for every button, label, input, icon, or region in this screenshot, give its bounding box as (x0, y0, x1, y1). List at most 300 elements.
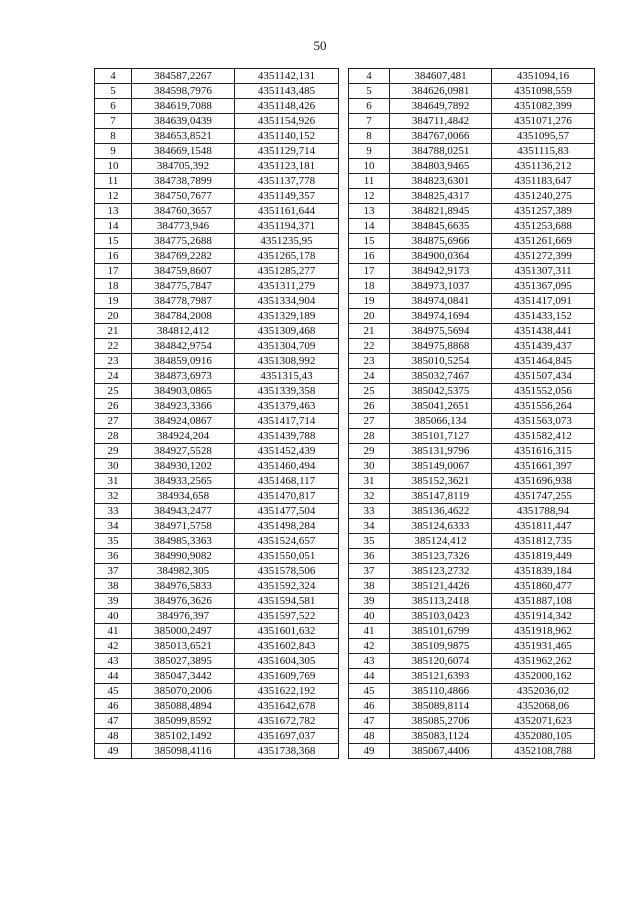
x-coordinate-cell: 384803,9465 (390, 159, 492, 174)
table-row (349, 534, 595, 549)
table-row (95, 714, 339, 729)
x-coordinate-cell: 385113,2418 (390, 594, 492, 609)
table-row (95, 249, 339, 264)
table-row (95, 549, 339, 564)
x-coordinate-cell: 384705,392 (132, 159, 235, 174)
y-coordinate-cell: 4351578,506 (235, 564, 339, 579)
x-coordinate-cell: 385103,0423 (390, 609, 492, 624)
point-number-cell: 6 (95, 99, 132, 114)
y-coordinate-cell: 4351914,342 (492, 609, 595, 624)
point-number-cell: 42 (349, 639, 390, 654)
point-number-cell: 9 (349, 144, 390, 159)
x-coordinate-cell: 385088,4894 (132, 699, 235, 714)
y-coordinate-cell: 4351452,439 (235, 444, 339, 459)
point-number-cell: 21 (95, 324, 132, 339)
table-row (95, 204, 339, 219)
x-coordinate-cell: 384775,7847 (132, 279, 235, 294)
table-row (349, 294, 595, 309)
table-row (95, 639, 339, 654)
y-coordinate-cell: 4351308,992 (235, 354, 339, 369)
y-coordinate-cell: 4351582,412 (492, 429, 595, 444)
point-number-cell: 35 (95, 534, 132, 549)
point-number-cell: 45 (349, 684, 390, 699)
point-number-cell: 7 (95, 114, 132, 129)
table-row (349, 354, 595, 369)
table-row (349, 579, 595, 594)
table-row (95, 654, 339, 669)
coordinates-table-right (348, 68, 595, 759)
y-coordinate-cell: 4351460,494 (235, 459, 339, 474)
y-coordinate-cell: 4351309,468 (235, 324, 339, 339)
point-number-cell: 40 (95, 609, 132, 624)
x-coordinate-cell: 385083,1124 (390, 729, 492, 744)
table-row (349, 609, 595, 624)
x-coordinate-cell: 384788,0251 (390, 144, 492, 159)
point-number-cell: 34 (349, 519, 390, 534)
x-coordinate-cell: 384738,7899 (132, 174, 235, 189)
x-coordinate-cell: 384823,6301 (390, 174, 492, 189)
y-coordinate-cell: 4351642,678 (235, 699, 339, 714)
x-coordinate-cell: 384990,9082 (132, 549, 235, 564)
x-coordinate-cell: 384973,1037 (390, 279, 492, 294)
table-row (95, 384, 339, 399)
x-coordinate-cell: 384653,8521 (132, 129, 235, 144)
x-coordinate-cell: 385000,2497 (132, 624, 235, 639)
table-row (95, 144, 339, 159)
x-coordinate-cell: 385032,7467 (390, 369, 492, 384)
point-number-cell: 19 (95, 294, 132, 309)
x-coordinate-cell: 384845,6635 (390, 219, 492, 234)
point-number-cell: 40 (349, 609, 390, 624)
table-row (349, 384, 595, 399)
y-coordinate-cell: 4351594,581 (235, 594, 339, 609)
x-coordinate-cell: 384900,0364 (390, 249, 492, 264)
point-number-cell: 14 (349, 219, 390, 234)
table-row (95, 339, 339, 354)
y-coordinate-cell: 4351439,437 (492, 339, 595, 354)
x-coordinate-cell: 384767,0066 (390, 129, 492, 144)
point-number-cell: 34 (95, 519, 132, 534)
x-coordinate-cell: 385041,2651 (390, 399, 492, 414)
y-coordinate-cell: 4352068,06 (492, 699, 595, 714)
x-coordinate-cell: 384934,658 (132, 489, 235, 504)
point-number-cell: 13 (95, 204, 132, 219)
x-coordinate-cell: 385124,412 (390, 534, 492, 549)
table-row (95, 354, 339, 369)
point-number-cell: 15 (349, 234, 390, 249)
point-number-cell: 11 (349, 174, 390, 189)
x-coordinate-cell: 384598,7976 (132, 84, 235, 99)
y-coordinate-cell: 4351552,056 (492, 384, 595, 399)
point-number-cell: 24 (95, 369, 132, 384)
x-coordinate-cell: 384924,204 (132, 429, 235, 444)
point-number-cell: 28 (349, 429, 390, 444)
table-row (95, 579, 339, 594)
table-row (95, 279, 339, 294)
point-number-cell: 33 (95, 504, 132, 519)
table-row (95, 624, 339, 639)
point-number-cell: 31 (349, 474, 390, 489)
y-coordinate-cell: 4351148,426 (235, 99, 339, 114)
x-coordinate-cell: 384930,1202 (132, 459, 235, 474)
table-row (349, 189, 595, 204)
point-number-cell: 36 (95, 549, 132, 564)
point-number-cell: 47 (349, 714, 390, 729)
point-number-cell: 21 (349, 324, 390, 339)
point-number-cell: 49 (95, 744, 132, 759)
x-coordinate-cell: 385101,7127 (390, 429, 492, 444)
table-row (349, 459, 595, 474)
table-row (95, 504, 339, 519)
table-row (95, 324, 339, 339)
x-coordinate-cell: 385123,2732 (390, 564, 492, 579)
table-row (349, 174, 595, 189)
table-row (349, 744, 595, 759)
table-row (349, 144, 595, 159)
y-coordinate-cell: 4351468,117 (235, 474, 339, 489)
table-row (349, 444, 595, 459)
y-coordinate-cell: 4352036,02 (492, 684, 595, 699)
x-coordinate-cell: 384812,412 (132, 324, 235, 339)
y-coordinate-cell: 4351788,94 (492, 504, 595, 519)
point-number-cell: 13 (349, 204, 390, 219)
x-coordinate-cell: 385136,4622 (390, 504, 492, 519)
y-coordinate-cell: 4351477,504 (235, 504, 339, 519)
table-row (349, 249, 595, 264)
x-coordinate-cell: 384976,5833 (132, 579, 235, 594)
x-coordinate-cell: 385013,6521 (132, 639, 235, 654)
table-row (349, 549, 595, 564)
table-row (349, 684, 595, 699)
point-number-cell: 4 (95, 69, 132, 84)
point-number-cell: 29 (349, 444, 390, 459)
point-number-cell: 39 (349, 594, 390, 609)
table-row (349, 414, 595, 429)
y-coordinate-cell: 4351071,276 (492, 114, 595, 129)
x-coordinate-cell: 384649,7892 (390, 99, 492, 114)
table-row (95, 744, 339, 759)
y-coordinate-cell: 4351253,688 (492, 219, 595, 234)
y-coordinate-cell: 4351123,181 (235, 159, 339, 174)
y-coordinate-cell: 4351887,108 (492, 594, 595, 609)
x-coordinate-cell: 384778,7987 (132, 294, 235, 309)
coordinates-table-left (94, 68, 339, 759)
x-coordinate-cell: 384842,9754 (132, 339, 235, 354)
y-coordinate-cell: 4351697,037 (235, 729, 339, 744)
y-coordinate-cell: 4352080,105 (492, 729, 595, 744)
x-coordinate-cell: 385147,8119 (390, 489, 492, 504)
y-coordinate-cell: 4351161,644 (235, 204, 339, 219)
point-number-cell: 43 (349, 654, 390, 669)
x-coordinate-cell: 385121,4426 (390, 579, 492, 594)
x-coordinate-cell: 384923,3366 (132, 399, 235, 414)
y-coordinate-cell: 4351602,843 (235, 639, 339, 654)
coordinates-table-left-body (95, 69, 339, 759)
point-number-cell: 37 (95, 564, 132, 579)
table-row (95, 219, 339, 234)
x-coordinate-cell: 384982,305 (132, 564, 235, 579)
point-number-cell: 30 (349, 459, 390, 474)
y-coordinate-cell: 4351811,447 (492, 519, 595, 534)
x-coordinate-cell: 385042,5375 (390, 384, 492, 399)
x-coordinate-cell: 385070,2006 (132, 684, 235, 699)
y-coordinate-cell: 4351142,131 (235, 69, 339, 84)
y-coordinate-cell: 4351738,368 (235, 744, 339, 759)
y-coordinate-cell: 4351839,184 (492, 564, 595, 579)
table-row (95, 564, 339, 579)
y-coordinate-cell: 4351696,938 (492, 474, 595, 489)
y-coordinate-cell: 4351339,358 (235, 384, 339, 399)
x-coordinate-cell: 384773,946 (132, 219, 235, 234)
table-row (349, 489, 595, 504)
x-coordinate-cell: 384821,8945 (390, 204, 492, 219)
x-coordinate-cell: 385085,2706 (390, 714, 492, 729)
point-number-cell: 10 (349, 159, 390, 174)
table-row (349, 369, 595, 384)
table-row (95, 114, 339, 129)
x-coordinate-cell: 384626,0981 (390, 84, 492, 99)
y-coordinate-cell: 4351304,709 (235, 339, 339, 354)
y-coordinate-cell: 4351747,255 (492, 489, 595, 504)
y-coordinate-cell: 4351307,311 (492, 264, 595, 279)
point-number-cell: 27 (349, 414, 390, 429)
point-number-cell: 8 (349, 129, 390, 144)
y-coordinate-cell: 4351672,782 (235, 714, 339, 729)
y-coordinate-cell: 4351498,284 (235, 519, 339, 534)
y-coordinate-cell: 4351194,371 (235, 219, 339, 234)
point-number-cell: 14 (95, 219, 132, 234)
table-row (95, 459, 339, 474)
y-coordinate-cell: 4351265,178 (235, 249, 339, 264)
point-number-cell: 25 (95, 384, 132, 399)
point-number-cell: 38 (95, 579, 132, 594)
point-number-cell: 31 (95, 474, 132, 489)
point-number-cell: 5 (349, 84, 390, 99)
table-row (95, 474, 339, 489)
y-coordinate-cell: 4351285,277 (235, 264, 339, 279)
table-row (349, 339, 595, 354)
point-number-cell: 49 (349, 744, 390, 759)
y-coordinate-cell: 4351098,559 (492, 84, 595, 99)
table-row (349, 729, 595, 744)
x-coordinate-cell: 385123,7326 (390, 549, 492, 564)
point-number-cell: 41 (349, 624, 390, 639)
x-coordinate-cell: 385121,6393 (390, 669, 492, 684)
y-coordinate-cell: 4351311,279 (235, 279, 339, 294)
point-number-cell: 4 (349, 69, 390, 84)
table-row (95, 129, 339, 144)
point-number-cell: 45 (95, 684, 132, 699)
y-coordinate-cell: 4351129,714 (235, 144, 339, 159)
y-coordinate-cell: 4351367,095 (492, 279, 595, 294)
y-coordinate-cell: 4351240,275 (492, 189, 595, 204)
y-coordinate-cell: 4351149,357 (235, 189, 339, 204)
x-coordinate-cell: 385110,4866 (390, 684, 492, 699)
x-coordinate-cell: 384974,0841 (390, 294, 492, 309)
table-row (349, 504, 595, 519)
y-coordinate-cell: 4351592,324 (235, 579, 339, 594)
point-number-cell: 10 (95, 159, 132, 174)
table-row (95, 444, 339, 459)
x-coordinate-cell: 385109,9875 (390, 639, 492, 654)
x-coordinate-cell: 385149,0067 (390, 459, 492, 474)
y-coordinate-cell: 4351601,632 (235, 624, 339, 639)
point-number-cell: 20 (95, 309, 132, 324)
y-coordinate-cell: 4351470,817 (235, 489, 339, 504)
point-number-cell: 23 (95, 354, 132, 369)
x-coordinate-cell: 385120,6074 (390, 654, 492, 669)
table-row (95, 729, 339, 744)
y-coordinate-cell: 4351143,485 (235, 84, 339, 99)
x-coordinate-cell: 385098,4116 (132, 744, 235, 759)
y-coordinate-cell: 4351257,389 (492, 204, 595, 219)
point-number-cell: 9 (95, 144, 132, 159)
y-coordinate-cell: 4351507,434 (492, 369, 595, 384)
table-row (95, 594, 339, 609)
y-coordinate-cell: 4352108,788 (492, 744, 595, 759)
x-coordinate-cell: 384759,8607 (132, 264, 235, 279)
table-row (349, 699, 595, 714)
y-coordinate-cell: 4351661,397 (492, 459, 595, 474)
x-coordinate-cell: 384873,6973 (132, 369, 235, 384)
x-coordinate-cell: 384875,6966 (390, 234, 492, 249)
point-number-cell: 43 (95, 654, 132, 669)
y-coordinate-cell: 4352071,623 (492, 714, 595, 729)
page-number: 50 (313, 38, 327, 53)
y-coordinate-cell: 4351962,262 (492, 654, 595, 669)
table-row (349, 654, 595, 669)
y-coordinate-cell: 4351315,43 (235, 369, 339, 384)
point-number-cell: 24 (349, 369, 390, 384)
x-coordinate-cell: 384927,5528 (132, 444, 235, 459)
point-number-cell: 18 (95, 279, 132, 294)
y-coordinate-cell: 4351136,212 (492, 159, 595, 174)
point-number-cell: 8 (95, 129, 132, 144)
x-coordinate-cell: 384975,5694 (390, 324, 492, 339)
y-coordinate-cell: 4351556,264 (492, 399, 595, 414)
table-row (349, 129, 595, 144)
y-coordinate-cell: 4351137,778 (235, 174, 339, 189)
point-number-cell: 38 (349, 579, 390, 594)
x-coordinate-cell: 384769,2282 (132, 249, 235, 264)
y-coordinate-cell: 4351616,315 (492, 444, 595, 459)
x-coordinate-cell: 384669,1548 (132, 144, 235, 159)
table-row (349, 639, 595, 654)
point-number-cell: 17 (95, 264, 132, 279)
table-row (349, 474, 595, 489)
y-coordinate-cell: 4351433,152 (492, 309, 595, 324)
table-row (95, 369, 339, 384)
point-number-cell: 11 (95, 174, 132, 189)
table-row (95, 609, 339, 624)
coordinates-table-right-body (349, 69, 595, 759)
point-number-cell: 16 (349, 249, 390, 264)
y-coordinate-cell: 4351622,192 (235, 684, 339, 699)
table-row (349, 204, 595, 219)
y-coordinate-cell: 4351438,441 (492, 324, 595, 339)
y-coordinate-cell: 4351524,657 (235, 534, 339, 549)
x-coordinate-cell: 384639,0439 (132, 114, 235, 129)
y-coordinate-cell: 4351235,95 (235, 234, 339, 249)
y-coordinate-cell: 4351550,051 (235, 549, 339, 564)
table-row (349, 519, 595, 534)
y-coordinate-cell: 4351183,647 (492, 174, 595, 189)
table-row (349, 219, 595, 234)
x-coordinate-cell: 385101,6799 (390, 624, 492, 639)
y-coordinate-cell: 4351261,669 (492, 234, 595, 249)
table-row (349, 114, 595, 129)
y-coordinate-cell: 4351082,399 (492, 99, 595, 114)
x-coordinate-cell: 385047,3442 (132, 669, 235, 684)
point-number-cell: 47 (95, 714, 132, 729)
x-coordinate-cell: 384903,0865 (132, 384, 235, 399)
x-coordinate-cell: 384711,4842 (390, 114, 492, 129)
point-number-cell: 5 (95, 84, 132, 99)
table-row (95, 264, 339, 279)
table-row (95, 534, 339, 549)
x-coordinate-cell: 384942,9173 (390, 264, 492, 279)
point-number-cell: 32 (349, 489, 390, 504)
point-number-cell: 23 (349, 354, 390, 369)
x-coordinate-cell: 384943,2477 (132, 504, 235, 519)
x-coordinate-cell: 384924,0867 (132, 414, 235, 429)
y-coordinate-cell: 4351334,904 (235, 294, 339, 309)
y-coordinate-cell: 4351819,449 (492, 549, 595, 564)
point-number-cell: 22 (349, 339, 390, 354)
y-coordinate-cell: 4351931,465 (492, 639, 595, 654)
x-coordinate-cell: 384985,3363 (132, 534, 235, 549)
y-coordinate-cell: 4351272,399 (492, 249, 595, 264)
point-number-cell: 12 (95, 189, 132, 204)
y-coordinate-cell: 4351464,845 (492, 354, 595, 369)
table-row (95, 294, 339, 309)
point-number-cell: 22 (95, 339, 132, 354)
y-coordinate-cell: 4351812,735 (492, 534, 595, 549)
point-number-cell: 42 (95, 639, 132, 654)
point-number-cell: 37 (349, 564, 390, 579)
point-number-cell: 39 (95, 594, 132, 609)
table-row (95, 429, 339, 444)
table-row (95, 234, 339, 249)
y-coordinate-cell: 4351417,091 (492, 294, 595, 309)
y-coordinate-cell: 4351379,463 (235, 399, 339, 414)
point-number-cell: 19 (349, 294, 390, 309)
table-row (349, 714, 595, 729)
table-row (95, 159, 339, 174)
x-coordinate-cell: 384975,8868 (390, 339, 492, 354)
x-coordinate-cell: 384976,397 (132, 609, 235, 624)
table-row (95, 309, 339, 324)
point-number-cell: 27 (95, 414, 132, 429)
table-row (95, 684, 339, 699)
point-number-cell: 29 (95, 444, 132, 459)
point-number-cell: 18 (349, 279, 390, 294)
point-number-cell: 41 (95, 624, 132, 639)
point-number-cell: 7 (349, 114, 390, 129)
y-coordinate-cell: 4351563,073 (492, 414, 595, 429)
table-row (95, 99, 339, 114)
x-coordinate-cell: 384971,5758 (132, 519, 235, 534)
point-number-cell: 12 (349, 189, 390, 204)
y-coordinate-cell: 4351597,522 (235, 609, 339, 624)
table-row (349, 84, 595, 99)
point-number-cell: 28 (95, 429, 132, 444)
y-coordinate-cell: 4351140,152 (235, 129, 339, 144)
point-number-cell: 26 (95, 399, 132, 414)
x-coordinate-cell: 385010,5254 (390, 354, 492, 369)
y-coordinate-cell: 4352000,162 (492, 669, 595, 684)
x-coordinate-cell: 384607,481 (390, 69, 492, 84)
